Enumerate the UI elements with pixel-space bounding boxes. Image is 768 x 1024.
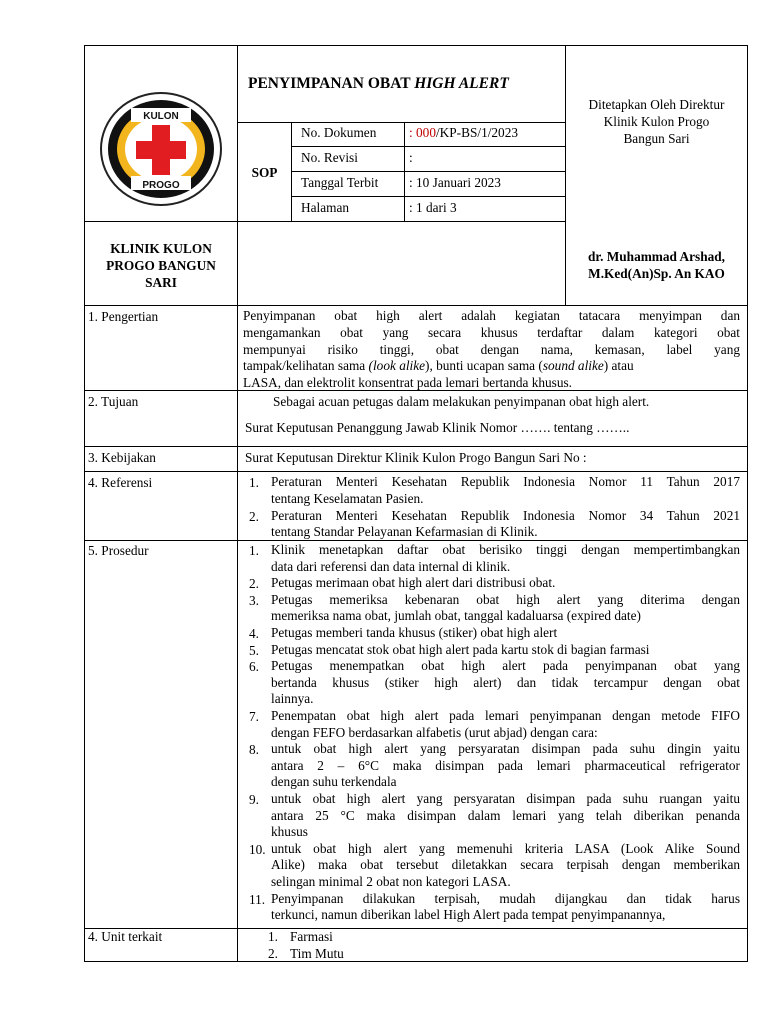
list-item-line: Penyimpanan dilakukan terpisah, mudah dijangkau dan tidak harus — [271, 890, 740, 906]
divider — [84, 446, 748, 447]
list-number: 1. — [268, 929, 278, 944]
clinic-logo — [98, 90, 224, 208]
issue-date-label: Tanggal Terbit — [301, 175, 379, 190]
list-number: 2. — [268, 946, 278, 961]
divider — [84, 305, 748, 306]
logo-emblem — [98, 90, 224, 208]
list-number: 11. — [249, 891, 266, 907]
list-item: Peraturan Menteri Kesehatan Republik Indonesia Nomor 11 Tahun 2017 — [271, 474, 740, 489]
list-number: 1. — [249, 475, 259, 490]
divider — [84, 471, 748, 472]
approval-line: Bangun Sari — [623, 131, 690, 146]
section-label-prosedur: 5. Prosedur — [88, 543, 149, 558]
page-label: Halaman — [301, 200, 349, 215]
revision-label: No. Revisi — [301, 150, 358, 165]
list-number: 2. — [249, 576, 259, 592]
list-item-line: dengan suhu terkendala — [271, 774, 397, 790]
list-item: Farmasi — [290, 929, 333, 944]
list-item-line: Petugas mencatat stok obat high alert pada kartu stok di bagian farmasi — [271, 641, 650, 657]
text-line: mengamankan obat yang secara khusus terdaftar dalam kategori obat — [243, 325, 740, 340]
issue-date-value: : 10 Januari 2023 — [409, 175, 501, 190]
divider — [291, 146, 565, 147]
approval-line: Ditetapkan Oleh Direktur — [588, 97, 725, 112]
clinic-name-line: SARI — [145, 275, 177, 290]
divider — [237, 122, 565, 123]
list-item-line: Petugas menempatkan obat high alert pada penyimpanan obat yang — [271, 658, 740, 674]
list-number: 8. — [249, 742, 259, 758]
text-line: tampak/kelihatan sama (look alike), bunti ucapan sama (sound alike) atau — [243, 358, 634, 373]
list-item-line: antara 2 – 6°C maka disimpan pada lemari pharmaceutical refrigerator — [271, 757, 740, 773]
list-item-line: untuk obat high alert yang persyaratan disimpan pada suhu ruangan yaitu — [271, 791, 740, 806]
list-item-line: bertanda khusus (stiker high alert) dan tidak tercampur dengan obat — [271, 674, 740, 690]
doc-number-value: : 000/KP-BS/1/2023 — [409, 125, 518, 140]
list-number: 1. — [249, 543, 259, 558]
list-number: 3. — [249, 592, 259, 608]
list-item-line: terkunci, namun diberikan label High Alert pada tempat penyimpanannya, — [271, 907, 666, 923]
signer-line: M.Ked(An)Sp. An KAO — [588, 266, 725, 281]
document-title: PENYIMPANAN OBAT HIGH ALERT — [248, 75, 509, 92]
clinic-name-line: PROGO BANGUN — [106, 258, 216, 273]
list-item-line: Petugas memeriksa kebenaran obat high alert yang diterima dengan — [271, 591, 740, 607]
section-label-referensi: 4. Referensi — [88, 475, 153, 490]
list-item-line: lainnya. — [271, 691, 314, 707]
list-item: Peraturan Menteri Kesehatan Republik Indonesia Nomor 34 Tahun 2021 — [271, 508, 740, 523]
divider — [237, 45, 238, 962]
text-line: Penyimpanan obat high alert adalah kegiatan tatacara menyimpan dan — [243, 308, 740, 323]
list-item-line: memeriksa nama obat, jumlah obat, tanggal kadaluarsa (expired date) — [271, 608, 641, 624]
list-number: 10. — [249, 841, 266, 857]
signer-line: dr. Muhammad Arshad, — [588, 249, 725, 264]
text-line: mempunyai risiko tinggi, obat dengan nama, kemasan, label yang — [243, 342, 740, 357]
list-item-line: Alike) maka obat tersebut diletakkan secara terpisah dengan memberikan — [271, 857, 740, 873]
list-item: tentang Standar Pelayanan Kefarmasian di Klinik. — [271, 524, 538, 539]
svg-text:KULON: KULON — [143, 111, 179, 122]
section-label-kebijakan: 3. Kebijakan — [88, 450, 156, 465]
list-number: 5. — [249, 642, 259, 658]
doc-number-label: No. Dokumen — [301, 125, 377, 140]
list-number: 6. — [249, 659, 259, 675]
border-top — [84, 45, 748, 46]
approval-line: Klinik Kulon Progo — [603, 114, 710, 129]
list-item: Tim Mutu — [290, 946, 344, 961]
list-item-line: selingan minimal 2 obat non kategori LASA. — [271, 874, 511, 889]
divider — [291, 196, 565, 197]
border-bottom — [84, 961, 748, 962]
clinic-name-line: KLINIK KULON — [110, 241, 212, 256]
divider — [84, 221, 565, 222]
text-line: LASA, dan elektrolit konsentrat pada lemari bertanda khusus. — [243, 375, 573, 390]
list-number: 2. — [249, 509, 259, 524]
divider — [84, 928, 748, 929]
list-item: tentang Keselamatan Pasien. — [271, 491, 424, 506]
list-number: 9. — [249, 792, 259, 807]
list-item-line: Klinik menetapkan daftar obat berisiko tinggi dengan mempertimbangkan — [271, 542, 740, 557]
list-item-line: khusus — [271, 824, 308, 840]
tujuan-line: Sebagai acuan petugas dalam melakukan penyimpanan obat high alert. — [273, 394, 650, 409]
kebijakan-line: Surat Keputusan Direktur Klinik Kulon Progo Bangun Sari No : — [245, 450, 587, 465]
section-label-tujuan: 2. Tujuan — [88, 394, 139, 409]
page-value: : 1 dari 3 — [409, 200, 457, 215]
sop-label: SOP — [251, 165, 278, 180]
border-right — [747, 45, 748, 962]
list-item-line: Penempatan obat high alert pada lemari penyimpanan dengan metode FIFO — [271, 708, 740, 723]
revision-value: : — [409, 150, 413, 165]
list-number: 7. — [249, 709, 259, 724]
list-item-line: antara 25 °C maka disimpan dalam lemari yang telah diberikan penanda — [271, 807, 740, 823]
list-item-line: data dari referensi dan data internal di klinik. — [271, 558, 511, 574]
section-label-unit: 4. Unit terkait — [88, 929, 163, 944]
list-number: 4. — [249, 626, 259, 641]
list-item-line: dengan FEFO berdasarkan alfabetis (urut abjad) dengan cara: — [271, 724, 598, 740]
border-left — [84, 45, 85, 962]
tujuan-line: Surat Keputusan Penanggung Jawab Klinik Nomor ……. tentang …….. — [245, 420, 630, 435]
divider — [291, 171, 565, 172]
svg-text:PROGO: PROGO — [142, 180, 180, 191]
list-item-line: Petugas memberi tanda khusus (stiker) obat high alert — [271, 625, 558, 640]
list-item-line: untuk obat high alert yang persyaratan disimpan pada suhu dingin yaitu — [271, 741, 740, 757]
section-label-pengertian: 1. Pengertian — [88, 309, 159, 324]
list-item-line: Petugas merimaan obat high alert dari distribusi obat. — [271, 575, 556, 591]
list-item-line: untuk obat high alert yang memenuhi kriteria LASA (Look Alike Sound — [271, 840, 740, 856]
